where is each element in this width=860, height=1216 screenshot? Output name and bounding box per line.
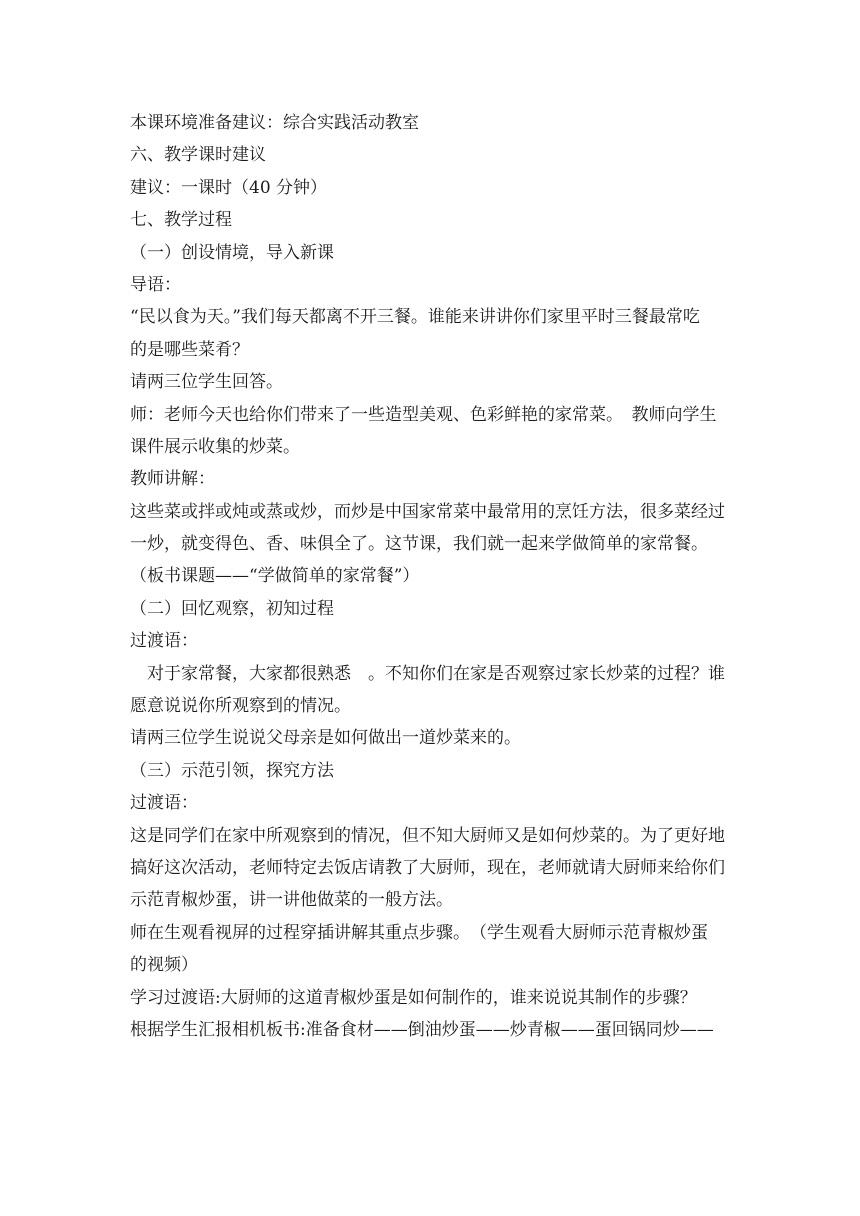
paragraph-line: 学习过渡语:大厨师的这道青椒炒蛋是如何制作的，谁来说说其制作的步骤？ (130, 987, 697, 1008)
paragraph-line: 搞好这次活动，老师特定去饭店请教了大厨师，现在，老师就请大厨师来给你们 (130, 857, 725, 878)
paragraph-line: 师：老师今天也给你们带来了一些造型美观、色彩鲜艳的家常菜。 教师向学生 (130, 404, 717, 425)
subsection-heading-1: （一）创设情境，导入新课 (130, 242, 334, 263)
document-body (130, 107, 734, 1046)
board-title-line: （板书课题——“学做简单的家常餐”） (130, 566, 420, 587)
paragraph-line: 师在生观看视屏的过程穿插讲解其重点步骤。 （学生观看大厨师示范青椒炒蛋 (130, 922, 708, 943)
transition-label: 过渡语： (130, 631, 198, 652)
transition-label: 过渡语： (130, 793, 198, 814)
environment-suggestion-line: 本课环境准备建议：综合实践活动教室 (130, 113, 419, 133)
paragraph-line: 课件展示收集的炒菜。 (130, 436, 300, 457)
paragraph-line: 请两三位学生说说父母亲是如何做出一道炒菜来的。 (130, 728, 521, 749)
paragraph-line: 示范青椒炒蛋，讲一讲他做菜的一般方法。 (130, 890, 453, 911)
teacher-explanation-label: 教师讲解： (130, 469, 215, 490)
paragraph-line: 的是哪些菜肴？ (130, 339, 249, 360)
paragraph-line: “民以食为天。”我们每天都离不开三餐。谁能来讲讲你们家里平时三餐最常吃 (130, 307, 700, 328)
section-heading-class-hours: 六、教学课时建议 (130, 145, 266, 166)
paragraph-line: 一炒，就变得色、香、味俱全了。这节课，我们就一起来学做简单的家常餐。 (130, 534, 708, 555)
paragraph-line: 的视频） (130, 955, 198, 976)
intro-label: 导语： (130, 274, 181, 295)
section-heading-teaching-process: 七、教学过程 (130, 210, 232, 231)
paragraph-line: 这些菜或拌或炖或蒸或炒，而炒是中国家常菜中最常用的烹饪方法，很多菜经过 (130, 501, 725, 522)
paragraph-line: 对于家常餐，大家都很熟悉 。不知你们在家是否观察过家长炒菜的过程？谁 (147, 663, 725, 684)
subsection-heading-3: （三）示范引领，探究方法 (130, 760, 334, 781)
paragraph-line: 根据学生汇报相机板书:准备食材——倒油炒蛋——炒青椒——蛋回锅同炒—— (130, 1019, 714, 1040)
paragraph-line: 这是同学们在家中所观察到的情况，但不知大厨师又是如何炒菜的。为了更好地 (130, 825, 725, 846)
paragraph-line: 请两三位学生回答。 (130, 372, 283, 393)
class-hours-suggestion-line: 建议：一课时（40 分钟） (130, 177, 328, 198)
paragraph-line: 愿意说说你所观察到的情况。 (130, 696, 351, 717)
subsection-heading-2: （二）回忆观察，初知过程 (130, 598, 334, 619)
